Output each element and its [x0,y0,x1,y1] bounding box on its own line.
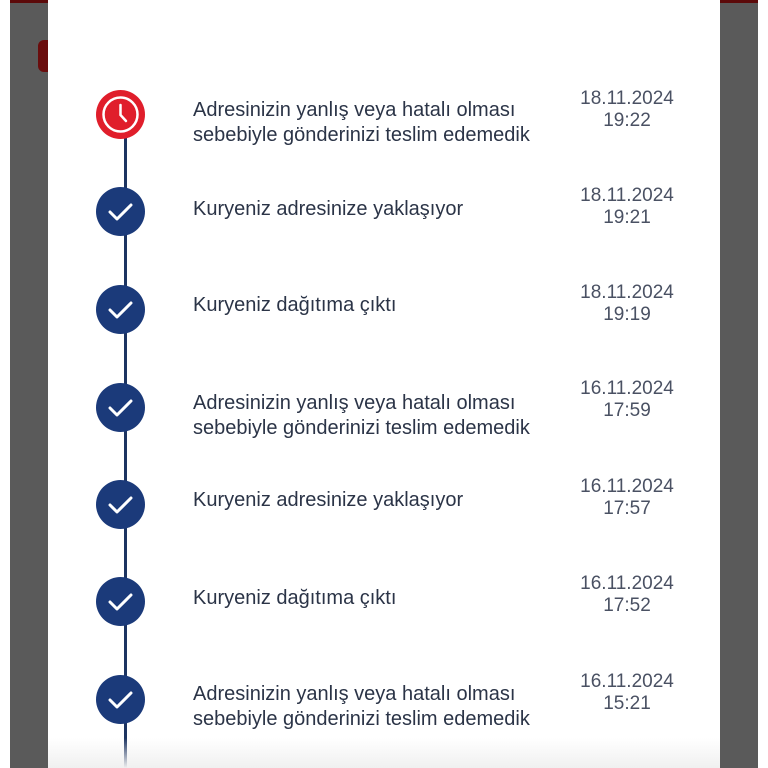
event-date: 16.11.2024 [580,671,674,692]
timeline-event [48,378,720,479]
event-timestamp [568,88,686,132]
check-icon [96,577,145,626]
event-time: 19:21 [603,207,651,228]
screen-edge-right [758,0,768,768]
timeline-event [48,476,720,577]
event-description: Kuryeniz dağıtıma çıktı [193,294,397,316]
event-description: Adresinizin yanlış veya hatalı olması sebebiyle gönderinizi teslim edemedik [193,392,530,439]
backdrop-overlay-right[interactable] [720,0,758,768]
event-date: 16.11.2024 [580,378,674,399]
event-timestamp [568,476,686,520]
event-description: Kuryeniz dağıtıma çıktı [193,587,397,609]
event-date: 16.11.2024 [580,476,674,497]
event-description: Kuryeniz adresinize yaklaşıyor [193,489,464,511]
timeline-event [48,573,720,675]
event-time: 17:57 [603,498,651,519]
event-description: Kuryeniz adresinize yaklaşıyor [193,198,464,220]
screen-edge-left [0,0,10,768]
check-icon [96,675,145,724]
event-time: 17:52 [603,595,651,616]
check-icon [96,480,145,529]
event-time: 19:19 [603,304,651,325]
event-timestamp [568,671,686,715]
check-icon [96,383,145,432]
event-date: 18.11.2024 [580,88,674,109]
tracking-history-sheet [48,0,720,768]
event-timestamp [568,378,686,422]
timeline-event [48,88,720,186]
event-time: 19:22 [603,110,651,131]
background-header-left [10,0,48,3]
event-date: 18.11.2024 [580,185,674,206]
event-time: 17:59 [603,400,651,421]
background-tab [38,40,48,72]
event-timestamp [568,573,686,617]
scroll-fade [48,738,720,768]
event-time: 15:21 [603,693,651,714]
background-header-right [720,0,758,3]
event-date: 16.11.2024 [580,573,674,594]
clock-icon [96,90,145,139]
timeline-event [48,283,720,381]
timeline-event [48,185,720,283]
check-icon [96,285,145,334]
event-description: Adresinizin yanlış veya hatalı olması sebebiyle gönderinizi teslim edemedik [193,683,530,730]
event-timestamp [568,185,686,229]
event-timestamp [568,282,686,326]
event-description: Adresinizin yanlış veya hatalı olması sebebiyle gönderinizi teslim edemedik [193,99,530,146]
backdrop-overlay-left[interactable] [10,0,48,768]
check-icon [96,187,145,236]
event-date: 18.11.2024 [580,282,674,303]
